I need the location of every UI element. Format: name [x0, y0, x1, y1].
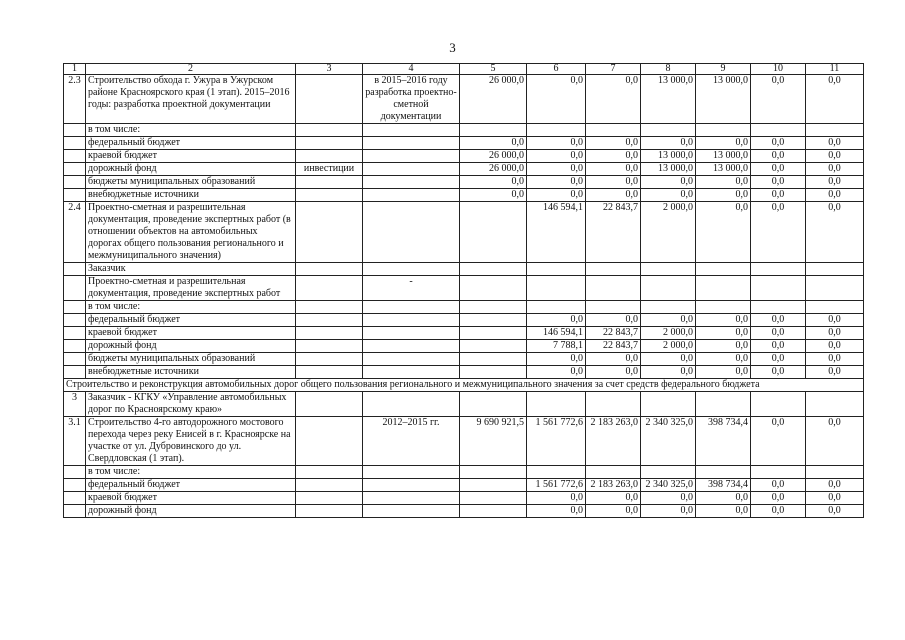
- table-cell: [296, 340, 363, 353]
- table-cell: [527, 466, 586, 479]
- table-cell: [296, 479, 363, 492]
- table-cell: внебюджетные источники: [86, 366, 296, 379]
- table-cell: [363, 263, 460, 276]
- table-cell: [460, 466, 527, 479]
- table-cell: [64, 492, 86, 505]
- table-cell: [296, 392, 363, 417]
- table-cell: в том числе:: [86, 124, 296, 137]
- table-cell: 0,0: [806, 366, 864, 379]
- table-cell: [64, 505, 86, 518]
- table-row: [64, 137, 864, 150]
- table-cell: Заказчик: [86, 263, 296, 276]
- table-cell: [363, 137, 460, 150]
- table-cell: 0,0: [586, 314, 641, 327]
- table-cell: 0,0: [527, 137, 586, 150]
- table-cell: [363, 176, 460, 189]
- table-cell: [806, 466, 864, 479]
- table-cell: [296, 189, 363, 202]
- table-cell: [296, 150, 363, 163]
- table-cell: 2 000,0: [641, 340, 696, 353]
- table-cell: 1 561 772,6: [527, 479, 586, 492]
- table-cell: [751, 276, 806, 301]
- table-cell: 0,0: [586, 505, 641, 518]
- table-row: [64, 353, 864, 366]
- table-cell: [296, 505, 363, 518]
- table-row: [64, 150, 864, 163]
- table-cell: [527, 263, 586, 276]
- table-cell: [64, 124, 86, 137]
- table-cell: 0,0: [806, 417, 864, 466]
- table-cell: -: [363, 276, 460, 301]
- table-cell: [363, 202, 460, 263]
- table-cell: 13 000,0: [696, 163, 751, 176]
- table-row: [64, 492, 864, 505]
- table-cell: 0,0: [527, 176, 586, 189]
- table-row: [64, 163, 864, 176]
- table-cell: [363, 505, 460, 518]
- header-cell: 8: [641, 64, 696, 75]
- table-cell: 0,0: [751, 202, 806, 263]
- table-cell: [696, 466, 751, 479]
- table-cell: [363, 314, 460, 327]
- table-cell: 0,0: [751, 366, 806, 379]
- table-cell: [296, 353, 363, 366]
- table-cell: федеральный бюджет: [86, 314, 296, 327]
- table-cell: 0,0: [696, 353, 751, 366]
- table-cell: 0,0: [751, 163, 806, 176]
- table-cell: [527, 301, 586, 314]
- table-cell: [363, 327, 460, 340]
- table-row: [64, 189, 864, 202]
- table-row: [64, 379, 864, 392]
- table-cell: 13 000,0: [641, 75, 696, 124]
- table-cell: [64, 176, 86, 189]
- table-cell: [363, 366, 460, 379]
- table-cell: 0,0: [641, 137, 696, 150]
- table-cell: 2 340 325,0: [641, 479, 696, 492]
- table-cell: дорожный фонд: [86, 340, 296, 353]
- table-cell: 22 843,7: [586, 327, 641, 340]
- table-cell: [586, 301, 641, 314]
- table-cell: [296, 276, 363, 301]
- table-cell: [460, 479, 527, 492]
- table-cell: 13 000,0: [696, 75, 751, 124]
- table-cell: 0,0: [696, 492, 751, 505]
- table-cell: 0,0: [641, 505, 696, 518]
- header-cell: 1: [64, 64, 86, 75]
- table-cell: [64, 479, 86, 492]
- table-cell: 2 000,0: [641, 202, 696, 263]
- table-cell: [363, 150, 460, 163]
- table-cell: [296, 327, 363, 340]
- table-cell: 0,0: [696, 340, 751, 353]
- table-cell: [696, 276, 751, 301]
- table-cell: 0,0: [460, 189, 527, 202]
- table-cell: [460, 327, 527, 340]
- table-cell: 0,0: [527, 492, 586, 505]
- table-row: [64, 301, 864, 314]
- table-cell: инвестиции: [296, 163, 363, 176]
- table-cell: [806, 301, 864, 314]
- table-cell: [641, 466, 696, 479]
- table-cell: 0,0: [751, 189, 806, 202]
- table-cell: 0,0: [696, 327, 751, 340]
- table-cell: 7 788,1: [527, 340, 586, 353]
- table-cell: 0,0: [696, 505, 751, 518]
- header-cell: 6: [527, 64, 586, 75]
- table-cell: [64, 466, 86, 479]
- table-cell: 2 183 263,0: [586, 479, 641, 492]
- table-cell: [64, 340, 86, 353]
- table-cell: [641, 392, 696, 417]
- table-cell: 3: [64, 392, 86, 417]
- table-row: [64, 479, 864, 492]
- table-cell: 22 843,7: [586, 202, 641, 263]
- table-cell: 0,0: [527, 366, 586, 379]
- budget-table: [63, 63, 864, 518]
- table-cell: [296, 202, 363, 263]
- table-cell: 0,0: [751, 137, 806, 150]
- table-cell: [527, 276, 586, 301]
- table-cell: 0,0: [641, 353, 696, 366]
- table-row: [64, 124, 864, 137]
- table-cell: в том числе:: [86, 301, 296, 314]
- table-cell: 2 183 263,0: [586, 417, 641, 466]
- table-cell: 1 561 772,6: [527, 417, 586, 466]
- table-cell: [460, 263, 527, 276]
- table-cell: 0,0: [586, 492, 641, 505]
- section-heading: Строительство и реконструкция автомобильных дорог общего пользования регионального и межмуниципального значения за счет средств федерального бюджета: [64, 379, 864, 392]
- table-cell: [363, 466, 460, 479]
- table-cell: 2012–2015 гг.: [363, 417, 460, 466]
- table-cell: [460, 276, 527, 301]
- table-cell: [296, 137, 363, 150]
- table-cell: 0,0: [586, 75, 641, 124]
- table-cell: 0,0: [460, 176, 527, 189]
- table-cell: 0,0: [641, 366, 696, 379]
- table-cell: [460, 353, 527, 366]
- table-cell: [586, 124, 641, 137]
- table-cell: 0,0: [806, 176, 864, 189]
- table-cell: [296, 314, 363, 327]
- table-cell: 0,0: [751, 314, 806, 327]
- table-cell: Заказчик - КГКУ «Управление автомобильных дорог по Красноярскому краю»: [86, 392, 296, 417]
- table-cell: 0,0: [806, 137, 864, 150]
- table-cell: краевой бюджет: [86, 150, 296, 163]
- table-cell: 3.1: [64, 417, 86, 466]
- table-cell: 398 734,4: [696, 479, 751, 492]
- table-cell: 22 843,7: [586, 340, 641, 353]
- table-cell: [751, 124, 806, 137]
- table-cell: [64, 366, 86, 379]
- table-cell: 0,0: [527, 314, 586, 327]
- table-cell: [696, 263, 751, 276]
- table-cell: [751, 466, 806, 479]
- table-cell: 0,0: [527, 353, 586, 366]
- table-cell: 0,0: [806, 353, 864, 366]
- table-cell: 0,0: [751, 75, 806, 124]
- table-cell: [460, 505, 527, 518]
- table-cell: [586, 276, 641, 301]
- table-cell: [460, 202, 527, 263]
- table-cell: 9 690 921,5: [460, 417, 527, 466]
- page-number: 3: [449, 40, 456, 55]
- table-cell: 0,0: [696, 366, 751, 379]
- header-row: [64, 64, 864, 75]
- header-cell: 11: [806, 64, 864, 75]
- table-cell: 0,0: [806, 150, 864, 163]
- table-cell: [64, 263, 86, 276]
- table-row: [64, 176, 864, 189]
- table-cell: [64, 327, 86, 340]
- table-cell: [460, 314, 527, 327]
- table-row: [64, 392, 864, 417]
- table-cell: [296, 176, 363, 189]
- table-cell: [806, 263, 864, 276]
- table-cell: [363, 340, 460, 353]
- table-cell: 0,0: [751, 327, 806, 340]
- table-cell: [527, 392, 586, 417]
- table-cell: [363, 492, 460, 505]
- table-cell: [641, 263, 696, 276]
- table-cell: 0,0: [586, 137, 641, 150]
- table-cell: 0,0: [586, 150, 641, 163]
- table-cell: [527, 124, 586, 137]
- table-cell: 0,0: [806, 314, 864, 327]
- table-cell: 0,0: [527, 505, 586, 518]
- table-cell: [296, 124, 363, 137]
- table-cell: [806, 392, 864, 417]
- table-row: [64, 417, 864, 466]
- table-cell: [296, 301, 363, 314]
- table-cell: 0,0: [641, 176, 696, 189]
- table-cell: [363, 353, 460, 366]
- table-cell: [363, 479, 460, 492]
- table-row: [64, 314, 864, 327]
- table-cell: федеральный бюджет: [86, 137, 296, 150]
- header-cell: 3: [296, 64, 363, 75]
- table-cell: [363, 301, 460, 314]
- table-cell: 0,0: [806, 75, 864, 124]
- table-cell: 0,0: [641, 314, 696, 327]
- table-cell: 0,0: [806, 505, 864, 518]
- table-cell: бюджеты муниципальных образований: [86, 353, 296, 366]
- table-cell: Строительство обхода г. Ужура в Ужурском районе Красноярского края (1 этап). 2015–2016 годы: разработка проектной документации: [86, 75, 296, 124]
- table-cell: в том числе:: [86, 466, 296, 479]
- table-cell: Проектно-сметная и разрешительная документация, проведение экспертных работ: [86, 276, 296, 301]
- table-cell: 0,0: [586, 366, 641, 379]
- table-cell: 2.3: [64, 75, 86, 124]
- table-row: [64, 505, 864, 518]
- table-cell: [751, 392, 806, 417]
- table-cell: [296, 263, 363, 276]
- table-row: [64, 466, 864, 479]
- table-cell: [296, 366, 363, 379]
- table-cell: [460, 366, 527, 379]
- table-cell: 0,0: [696, 202, 751, 263]
- table-cell: 0,0: [460, 137, 527, 150]
- table-cell: Проектно-сметная и разрешительная документация, проведение экспертных работ (в отношении объектов на автомобильных дорогах общего пользования регионального и межмуниципального значения): [86, 202, 296, 263]
- table-cell: 26 000,0: [460, 163, 527, 176]
- table-cell: [64, 353, 86, 366]
- header-cell: 7: [586, 64, 641, 75]
- table-cell: 0,0: [751, 417, 806, 466]
- table-cell: 26 000,0: [460, 150, 527, 163]
- table-cell: 0,0: [696, 137, 751, 150]
- table-row: [64, 75, 864, 124]
- table-cell: 0,0: [696, 314, 751, 327]
- table-cell: 0,0: [527, 75, 586, 124]
- table-cell: [806, 124, 864, 137]
- table-cell: 0,0: [527, 189, 586, 202]
- table-cell: 0,0: [696, 176, 751, 189]
- table-cell: [696, 124, 751, 137]
- table-cell: [296, 492, 363, 505]
- table-cell: 0,0: [696, 189, 751, 202]
- table-row: [64, 340, 864, 353]
- table-cell: 398 734,4: [696, 417, 751, 466]
- table-cell: 26 000,0: [460, 75, 527, 124]
- table-cell: [460, 492, 527, 505]
- table-cell: [64, 314, 86, 327]
- table-cell: 0,0: [586, 163, 641, 176]
- table-cell: [641, 276, 696, 301]
- table-cell: 0,0: [586, 189, 641, 202]
- table-cell: 0,0: [806, 340, 864, 353]
- table-cell: [586, 263, 641, 276]
- table-cell: 0,0: [806, 189, 864, 202]
- table-cell: 2.4: [64, 202, 86, 263]
- table-cell: 13 000,0: [641, 163, 696, 176]
- table-cell: [751, 301, 806, 314]
- table-cell: [64, 163, 86, 176]
- table-cell: 0,0: [806, 492, 864, 505]
- table-cell: [641, 301, 696, 314]
- table-row: [64, 263, 864, 276]
- table-cell: федеральный бюджет: [86, 479, 296, 492]
- table-cell: 0,0: [751, 479, 806, 492]
- table-cell: [64, 189, 86, 202]
- table-cell: дорожный фонд: [86, 163, 296, 176]
- table-cell: [296, 417, 363, 466]
- table-cell: [751, 263, 806, 276]
- table-cell: [460, 340, 527, 353]
- table-cell: 0,0: [806, 327, 864, 340]
- table-cell: 0,0: [586, 353, 641, 366]
- table-cell: дорожный фонд: [86, 505, 296, 518]
- table-row: [64, 366, 864, 379]
- table-cell: 0,0: [806, 202, 864, 263]
- table-cell: краевой бюджет: [86, 327, 296, 340]
- table-cell: [641, 124, 696, 137]
- table-cell: [806, 276, 864, 301]
- header-cell: 5: [460, 64, 527, 75]
- table-cell: 0,0: [641, 492, 696, 505]
- table-cell: Строительство 4-го автодорожного мостового перехода через реку Енисей в г. Красноярске на участке от ул. Дубровинского до ул. Свердловская (1 этап).: [86, 417, 296, 466]
- table-cell: 0,0: [751, 505, 806, 518]
- header-cell: 4: [363, 64, 460, 75]
- table-cell: [586, 466, 641, 479]
- table-cell: 146 594,1: [527, 202, 586, 263]
- table-cell: 13 000,0: [696, 150, 751, 163]
- table-cell: внебюджетные источники: [86, 189, 296, 202]
- table-cell: 0,0: [751, 492, 806, 505]
- table-cell: [64, 150, 86, 163]
- table-cell: [696, 301, 751, 314]
- table-cell: [64, 137, 86, 150]
- table-cell: 0,0: [751, 340, 806, 353]
- table-cell: 0,0: [586, 176, 641, 189]
- table-cell: 2 340 325,0: [641, 417, 696, 466]
- table-cell: в 2015–2016 году разработка проектно-сметной документации: [363, 75, 460, 124]
- table-cell: [586, 392, 641, 417]
- header-cell: 10: [751, 64, 806, 75]
- table-cell: 13 000,0: [641, 150, 696, 163]
- table-cell: 0,0: [751, 353, 806, 366]
- table-row: [64, 327, 864, 340]
- table-cell: [363, 189, 460, 202]
- table-cell: [296, 466, 363, 479]
- table-cell: 146 594,1: [527, 327, 586, 340]
- table-cell: [363, 392, 460, 417]
- table-cell: 0,0: [806, 479, 864, 492]
- table-cell: 0,0: [751, 150, 806, 163]
- table-cell: 2 000,0: [641, 327, 696, 340]
- table-cell: [363, 124, 460, 137]
- table-row: [64, 276, 864, 301]
- table-cell: 0,0: [806, 163, 864, 176]
- table-cell: 0,0: [751, 176, 806, 189]
- table-cell: [64, 301, 86, 314]
- table-cell: [363, 163, 460, 176]
- table-cell: [696, 392, 751, 417]
- header-cell: 9: [696, 64, 751, 75]
- table-cell: 0,0: [527, 163, 586, 176]
- table-cell: 0,0: [641, 189, 696, 202]
- table-cell: [64, 276, 86, 301]
- table-cell: [460, 124, 527, 137]
- table-row: [64, 202, 864, 263]
- table-cell: краевой бюджет: [86, 492, 296, 505]
- table-cell: [460, 392, 527, 417]
- table-cell: [296, 75, 363, 124]
- table-cell: 0,0: [527, 150, 586, 163]
- table-cell: [460, 301, 527, 314]
- table-cell: бюджеты муниципальных образований: [86, 176, 296, 189]
- header-cell: 2: [86, 64, 296, 75]
